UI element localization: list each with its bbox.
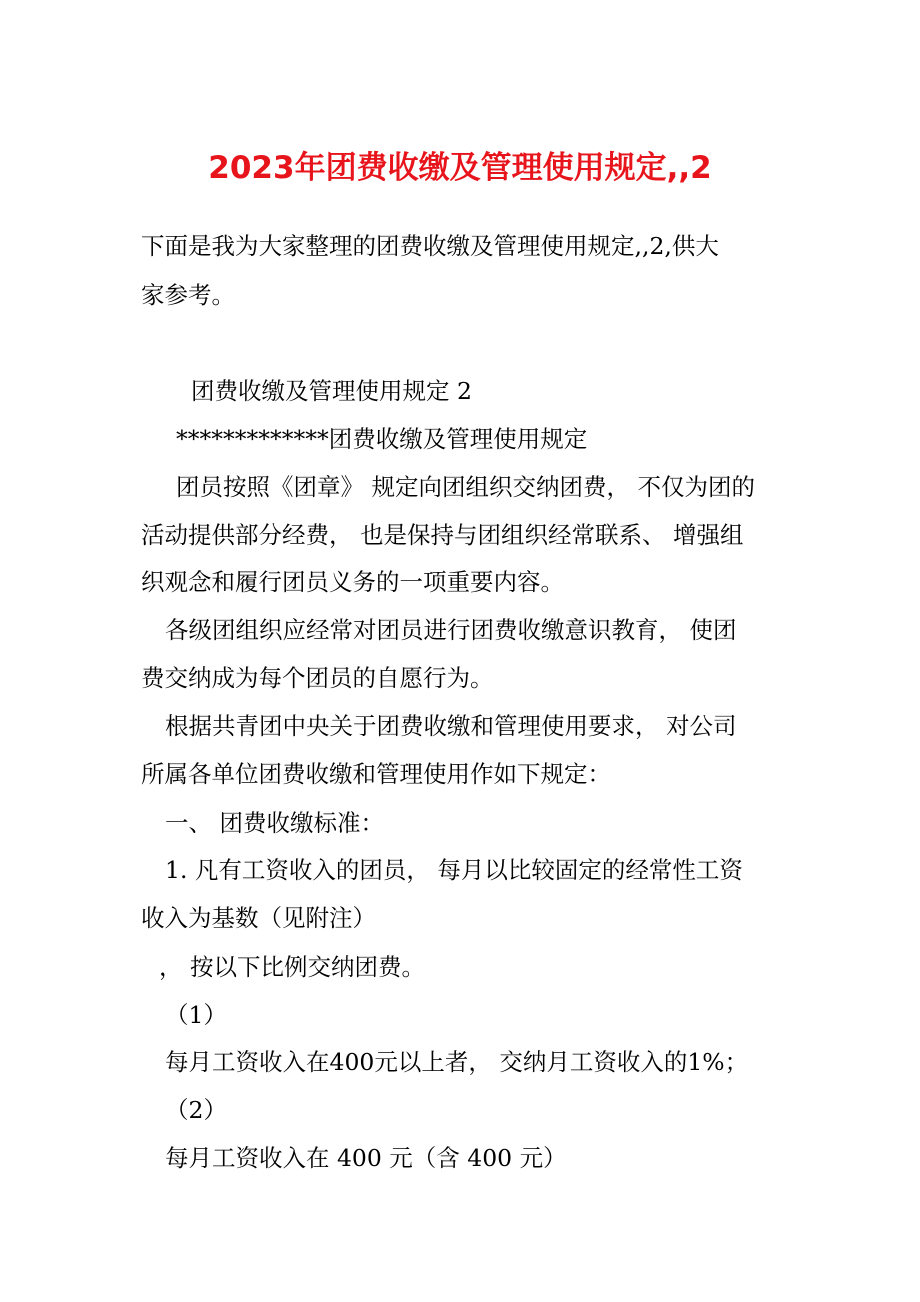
intro-line-1: 下面是我为大家整理的团费收缴及管理使用规定,,2,供大: [141, 232, 719, 260]
paragraph1-line-2: 活动提供部分经费， 也是保持与团组织经常联系、 增强组: [141, 521, 744, 549]
item1-continuation: ， 按以下比例交纳团费。: [159, 953, 425, 981]
paragraph2-line-2: 费交纳成为每个团员的自愿行为。: [141, 664, 494, 692]
paragraph3-line-1: 根据共青团中央关于团费收缴和管理使用要求， 对公司: [165, 712, 737, 740]
document-title: 2023年团费收缴及管理使用规定,,2: [208, 150, 712, 186]
sub2-text: 每月工资收入在 400 元（含 400 元）: [165, 1144, 567, 1172]
sub2-label: （2）: [165, 1096, 227, 1124]
item1-line-2: 收入为基数（见附注）: [141, 904, 376, 932]
sub1-label: （1）: [165, 1001, 227, 1029]
section1-heading: 一、 团费收缴标准：: [165, 809, 384, 837]
paragraph1-line-1: 团员按照《团章》 规定向团组织交纳团费， 不仅为团的: [176, 473, 755, 501]
paragraph3-line-2: 所属各单位团费收缴和管理使用作如下规定：: [141, 760, 611, 788]
subtitle: 团费收缴及管理使用规定 2: [191, 377, 472, 405]
stars-heading: *************团费收缴及管理使用规定: [176, 425, 588, 453]
item1-line-1: 1. 凡有工资收入的团员， 每月以比较固定的经常性工资: [165, 856, 743, 884]
sub1-text: 每月工资收入在400元以上者， 交纳月工资收入的1%；: [165, 1048, 749, 1076]
paragraph1-line-3: 织观念和履行团员义务的一项重要内容。: [141, 568, 564, 596]
paragraph2-line-1: 各级团组织应经常对团员进行团费收缴意识教育， 使团: [165, 616, 737, 644]
intro-line-2: 家参考。: [141, 281, 235, 309]
